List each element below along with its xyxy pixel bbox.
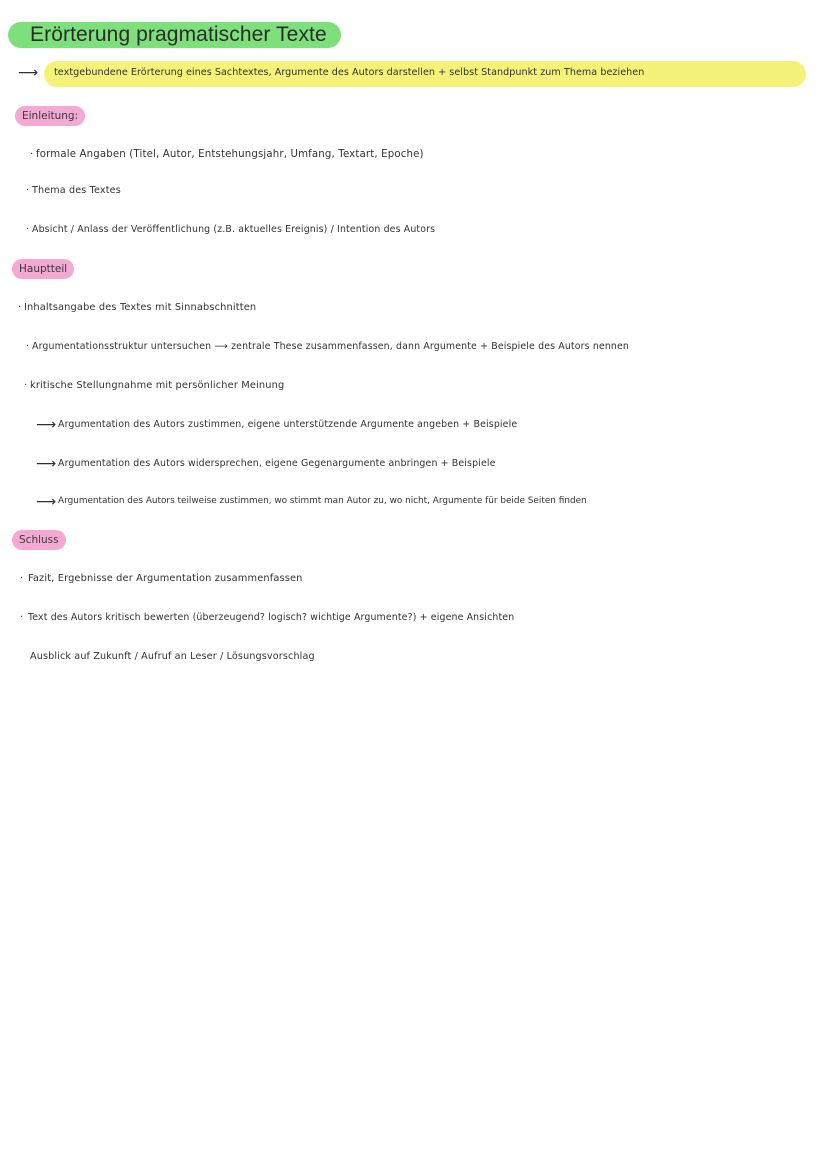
schluss-item-1: Fazit, Ergebnisse der Argumentation zusammenfassen — [28, 573, 303, 584]
section-label-schluss-text: Schluss — [19, 534, 59, 546]
bullet-icon: · — [18, 302, 22, 313]
bullet-icon: · — [26, 185, 30, 196]
hauptteil-item-2: Argumentationsstruktur untersuchen ⟶ zentrale These zusammenfassen, dann Argumente + Beispiele des Autors nennen — [32, 341, 630, 352]
bullet-icon: · — [26, 341, 30, 352]
einleitung-item-1: formale Angaben (Titel, Autor, Entstehungsjahr, Umfang, Textart, Epoche) — [36, 149, 424, 160]
bullet-icon: · — [20, 573, 24, 584]
title-highlight — [8, 22, 341, 48]
hauptteil-subitem-3: Argumentation des Autors teilweise zustimmen, wo stimmt man Autor zu, wo nicht, Argumente für beide Seiten finden — [58, 496, 587, 506]
bullet-icon: · — [24, 380, 28, 391]
bullet-icon: · — [30, 149, 34, 160]
einleitung-item-2: Thema des Textes — [32, 185, 121, 196]
bullet-icon: · — [26, 224, 30, 235]
hauptteil-item-3: kritische Stellungnahme mit persönlicher Meinung — [30, 380, 285, 391]
section-label-schluss — [12, 530, 66, 550]
section-label-einleitung-text: Einleitung: — [22, 110, 79, 122]
einleitung-item-3: Absicht / Anlass der Veröffentlichung (z.B. aktuelles Ereignis) / Intention des Autors — [32, 224, 436, 235]
sub-arrow-icon: ⟶ — [36, 417, 57, 433]
sub-arrow-icon: ⟶ — [36, 494, 57, 510]
sub-arrow-icon: ⟶ — [36, 456, 57, 472]
hauptteil-subitem-1: Argumentation des Autors zustimmen, eigene unterstützende Argumente angeben + Beispiele — [58, 419, 518, 430]
page-title: Erörterung pragmatischer Texte — [30, 23, 327, 46]
section-label-einleitung — [15, 106, 85, 126]
intro-arrow-icon: ⟶ — [18, 65, 39, 81]
section-label-hauptteil — [12, 259, 74, 279]
bullet-icon: · — [20, 612, 24, 623]
hauptteil-item-1: Inhaltsangabe des Textes mit Sinnabschnitten — [24, 302, 257, 313]
section-label-hauptteil-text: Hauptteil — [19, 263, 68, 275]
schluss-item-2: Text des Autors kritisch bewerten (überzeugend? logisch? wichtige Argumente?) + eigene Ansichten — [28, 612, 515, 623]
intro-text: textgebundene Erörterung eines Sachtextes, Argumente des Autors darstellen + selbst Standpunkt zum Thema beziehen — [54, 67, 645, 78]
schluss-outro: Ausblick auf Zukunft / Aufruf an Leser / Lösungsvorschlag — [30, 651, 315, 662]
hauptteil-subitem-2: Argumentation des Autors widersprechen, eigene Gegenargumente anbringen + Beispiele — [58, 458, 496, 469]
